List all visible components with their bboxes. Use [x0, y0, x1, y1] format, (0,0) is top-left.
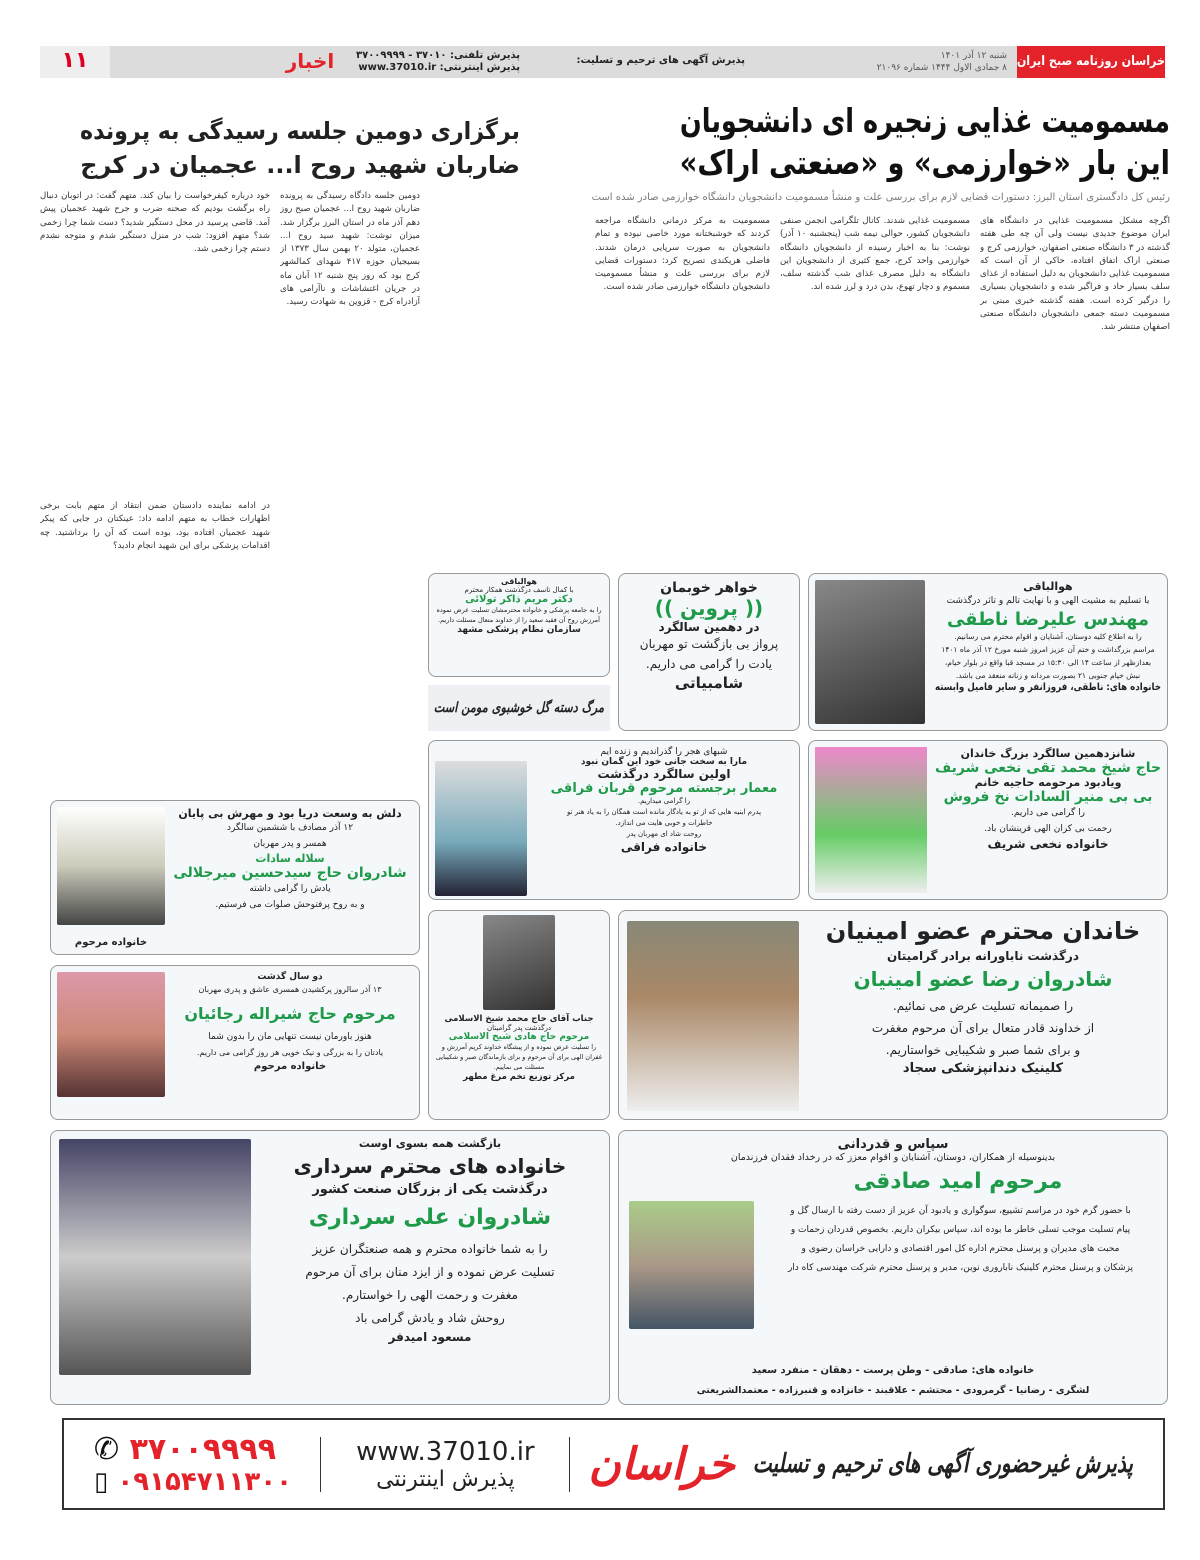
- deceased-name: مرحوم حاج شیراله رجائیان: [184, 1004, 396, 1023]
- ad-heading: دلش به وسعت دریا بود و مهرش بی پایان: [178, 807, 402, 820]
- deceased-name: مهندس علیرضا ناطقی: [946, 609, 1150, 630]
- main-headline: [680, 100, 1170, 184]
- banner-web: [320, 1437, 570, 1492]
- ad-text: مارا به سخت جانی خود این گمان نبود: [580, 757, 748, 767]
- ad-text: یادتان را به بزرگی و نیک خویی هر روز گرامی می داریم.: [196, 1048, 384, 1057]
- web-label: پذیرش اینترنتی: [376, 1466, 515, 1492]
- contact-info: [340, 50, 520, 74]
- memorial-parvin: [618, 573, 800, 731]
- date-line: ۸ جمادی الاول ۱۴۴۴ شماره ۲۱۰۹۶: [876, 63, 1007, 73]
- section-title: اخبار: [285, 49, 335, 73]
- family-signature: خانواده های: صادقی - وطن پرست - دهقان - منفرد سعید: [751, 1365, 1035, 1376]
- ad-heading: شانزدهمین سالگرد بزرگ خاندان: [960, 747, 1136, 760]
- ad-text: از خداوند قادر متعال برای آن مرحوم مغفرت: [871, 1021, 1095, 1035]
- headline-line: مسمومیت غذایی زنجیره ای دانشجویان: [679, 101, 1170, 140]
- ad-text: را گرامی می داریم.: [1010, 808, 1086, 818]
- bottom-banner-ad: [62, 1418, 1165, 1510]
- condolence-sardari: [50, 1130, 610, 1405]
- family-signature: خانواده نخعی شریف: [987, 837, 1109, 851]
- ad-text: ۱۳ آذر سالروز پرکشیدن همسری عاشق و پدری مهربان: [198, 985, 382, 994]
- condolence-sheikholeslami: [428, 910, 610, 1120]
- ad-heading: خانواده های محترم سرداری: [293, 1154, 567, 1178]
- banner-text: پذیرش غیرحضوری آگهی های ترحیم و تسلیت: [752, 1449, 1133, 1479]
- family-signature: خانواده مرحوم: [74, 937, 148, 948]
- ad-text: را گرامی میداریم.: [637, 797, 691, 805]
- banner-phones: [94, 1432, 304, 1497]
- article-column: مسمومیت غذایی شدند. کانال تلگرامی انجمن صنفی دانشجویان کشور، حوالی نیمه شب (پنجشنبه ۱۰ آذر) نوشت: بنا به اخبار رسیده از دانشجویان دانشگاه خوارزمی واحد کرج، جمع کثیری از دانشجویان این دانشگاه به دلیل مصرف غذای شب گذشته سلف، مسموم و دچار تهوع، بدن درد و لرز شده اند.: [780, 216, 970, 293]
- ad-text: هنوز باورمان نیست تنهایی مان را بدون شما: [208, 1032, 372, 1042]
- memorial-faraghi: [428, 740, 800, 900]
- headline-line: این بار «خوارزمی» و «صنعتی اراک»: [679, 143, 1170, 182]
- phone: پذیرش تلفنی: ۳۷۰۱۰ - ۳۷۰۰۹۹۹۹: [356, 50, 520, 61]
- article-column: اگرچه مشکل مسمومیت غذایی در دانشگاه های ایران موضوع جدیدی نیست ولی آن چه طی هفته گذشته در ۳ دانشگاه صنعتی اصفهان، خوارزمی کرج و صنعتی اراک اتفاق افتاده، حاکی از آن است که مسمومیت غذایی دانشجویان به دلیل استفاده از غذای سلف بسیار حاد و فراگیر شده و دانشجویان بسیاری را درگیر کرده است. هفته گذشته خبری مبنی بر مسمومیت دسته جمعی دانشجویان دانشگاه صنعتی اصفهان منتشر شد.: [980, 216, 1170, 333]
- deceased-name: حاج شیخ محمد تقی نخعی شریف: [935, 760, 1161, 776]
- issue-date: [807, 50, 1007, 74]
- ad-text: شبهای هجر را گذراندیم و زنده ایم: [600, 747, 728, 757]
- ad-text: ویادبود مرحومه حاجیه خانم: [974, 776, 1122, 789]
- phone-value: ۳۷۰۰۹۹۹۹: [129, 1431, 277, 1467]
- ad-text: درگذشت ناباورانه برادر گرامیتان: [887, 949, 1079, 963]
- ad-text: محبت های مدیران و پرسنل محترم اداره کل امور اقتصادی و دارایی خراسان رضوی و: [801, 1244, 1120, 1254]
- portrait-photo: [815, 580, 925, 724]
- calligraphy-box: [428, 685, 610, 731]
- ad-text: را تسلیت عرض نموده و از پیشگاه خداوند کریم آمرزش و غفران الهی برای آن مرحوم و برای بازماندگان صبر و شکیبایی مسئلت می نماییم.: [435, 1043, 603, 1071]
- main-lead: رئیس کل دادگستری استان البرز: دستورات قضایی لازم برای بررسی علت و منشأ مسمومیت دانشجویان دانشگاه خوارزمی صادر شده است: [591, 192, 1170, 203]
- ad-text: بدینوسیله از همکاران، دوستان، آشنایان و اقوام معزز که در رخداد فقدان فرزندمان: [730, 1152, 1056, 1163]
- portrait-photo: [59, 1139, 251, 1375]
- family-signature: خانواده های: ناطقی، فروزانفر و سایر فامیل وابسته: [934, 682, 1161, 693]
- ad-text: سلاله سادات: [255, 852, 325, 865]
- ad-heading: جناب آقای حاج محمد شیخ الاسلامی: [444, 1014, 594, 1024]
- ad-text: را صمیمانه تسلیت عرض می نمائیم.: [892, 999, 1074, 1013]
- family-signature: لشگری - رضانیا - گرمرودی - محتشم - علاقبند - خانزاده و قنبرزاده - معتمدالشریعتی: [696, 1385, 1090, 1396]
- ad-text: درگذشت یکی از بزرگان صنعت کشور: [312, 1182, 548, 1197]
- ad-text: یادت را گرامی می داریم.: [645, 657, 773, 671]
- deceased-name: معمار برجسته مرحوم قربان فراقی: [550, 781, 778, 796]
- ad-text: یادش را گرامی داشته: [249, 884, 331, 894]
- headline-line: برگزاری دومین جلسه رسیدگی به پرونده: [80, 117, 520, 145]
- ad-text: درگذشت پدر گرامیتان: [486, 1024, 552, 1032]
- ad-heading: سپاس و قدردانی: [837, 1137, 949, 1152]
- family-signature: سازمان نظام پزشکی مشهد: [457, 625, 581, 635]
- deceased-name: (( پروین )): [654, 596, 764, 620]
- ad-text: روحت شاد ای مهربان پدر: [626, 830, 702, 838]
- family-signature: مسعود امیدفر: [388, 1330, 472, 1344]
- ad-text: و به روح پرفتوحش صلوات می فرستیم.: [215, 900, 365, 910]
- ad-text: پیام تسلیت موجب تسلی خاطر ما بوده اند، سپاس بیکران داریم. بخصوص قدردان زحمات و: [790, 1225, 1131, 1235]
- phone-number: [94, 1432, 304, 1467]
- family-signature: کلینیک دندانپزشکی سجاد: [902, 1061, 1064, 1076]
- ad-text: با تسلیم به مشیت الهی و با نهایت تالم و تاثر درگذشت: [946, 596, 1150, 606]
- ad-heading: هوالباقی: [501, 577, 537, 586]
- ad-text: و برای شما صبر و شکیبایی خواستاریم.: [885, 1043, 1081, 1057]
- condolence-amini: [618, 910, 1168, 1120]
- banner-brand-logo: خراسان: [588, 1438, 735, 1490]
- ad-text: پدرم ابنیه هایی که از تو به یادگار مانده است همگان را به یاد هنر تو: [566, 808, 762, 816]
- ad-text: ۱۲ آذر مصادف با ششمین سالگرد: [226, 823, 354, 833]
- website-link[interactable]: www.37010.ir: [356, 1436, 535, 1467]
- ad-heading: دو سال گذشت: [257, 972, 323, 982]
- ad-text: پرواز بی بازگشت تو مهربان: [639, 637, 779, 651]
- family-signature: مرکز توزیع تخم مرغ مطهر: [463, 1072, 575, 1082]
- family-signature: شامبیاتی: [674, 674, 744, 692]
- deceased-name: شادروان حاج سیدحسین میرجلالی: [173, 865, 407, 881]
- ad-heading: خاندان محترم عضو امینیان: [825, 917, 1141, 945]
- portrait-photo: [815, 747, 927, 893]
- memorial-mirjalili: [50, 800, 420, 955]
- ad-text: را به اطلاع کلیه دوستان، آشنایان و اقوام محترم می رسانیم.: [954, 632, 1142, 641]
- ad-text: در دهمین سالگرد: [658, 620, 760, 634]
- page-header: [40, 46, 1165, 78]
- headline-line: ضاربان شهید روح ا... عجمیان در کرج: [80, 151, 520, 179]
- portrait-photo: [57, 807, 165, 925]
- ad-heading: خواهر خوبمان: [660, 580, 758, 596]
- ad-text: تسلیت عرض نموده و از ایزد منان برای آن مرحوم: [305, 1265, 555, 1279]
- ad-heading: اولین سالگرد درگذشت: [597, 767, 731, 781]
- memorial-nakhaei: [808, 740, 1168, 900]
- portrait-photo: [435, 761, 527, 896]
- ad-text: مراسم بزرگداشت و ختم آن عزیز امروز شنبه مورخ ۱۲ آذر ماه ۱۴۰۱: [941, 645, 1155, 654]
- portrait-photo: [627, 921, 799, 1111]
- phone-icon: ✆: [94, 1431, 130, 1467]
- page-number: ۱۱: [40, 46, 110, 78]
- memorial-rajaei: [50, 965, 420, 1120]
- ad-text: پزشکان و پرسنل محترم کلینیک ناباروری نوین، مدیر و پرسنل محترم شرکت مهندسی کاه دار: [787, 1263, 1134, 1273]
- ad-heading: بازگشت همه بسوی اوست: [358, 1137, 502, 1150]
- deceased-name: شادروان علی سرداری: [308, 1205, 552, 1230]
- date-line: شنبه ۱۲ آذر ۱۴۰۱: [940, 51, 1007, 61]
- deceased-name: دکتر مریم ذاکر تولائی: [465, 594, 573, 605]
- ad-text: روحش شاد و یادش گرامی باد: [355, 1311, 505, 1325]
- ad-text: بعدازظهر از ساعت ۱۴ الی ۱۵:۳۰ در مسجد قبا واقع در بلوار خیام،: [944, 658, 1152, 667]
- deceased-name: شادروان رضا عضو امینیان: [853, 967, 1113, 991]
- ad-text: مغفرت و رحمت الهی را خواستارم.: [342, 1288, 518, 1302]
- family-signature: خانواده مرحوم: [253, 1061, 327, 1072]
- ad-heading: هوالباقی: [1023, 580, 1073, 593]
- newspaper-logo: خراسان روزنامه صبح ایران: [1017, 46, 1165, 78]
- thanks-sadeghi: [618, 1130, 1168, 1405]
- ad-notice: پذیرش آگهی های ترحیم و تسلیت:: [576, 55, 745, 66]
- ad-text: نبش خیام جنوبی ۲۱ بصورت مردانه و زنانه منعقد می باشد.: [955, 671, 1141, 680]
- article-column: خود درباره کیفرخواست را بیان کند. متهم گفت: در اتوبان دنبال راه برگشت بودیم که صحنه ضرب و جرح شهید عجمیان پیش آمد. قاضی پرسید در محل دستگیر شدید؟ دست شما چرا زخمی شد؟ متهم افزود: شب در منزل دستگیر شدم و متوجه نشدم دستم چرا زخمی شد.: [40, 191, 270, 255]
- ad-text: رحمت بی کران الهی قرینشان باد.: [984, 824, 1112, 834]
- condolence-medical-council: [428, 573, 610, 677]
- obituary-nateghi: [808, 573, 1168, 731]
- ad-text: را به شما خانواده محترم و همه صنعتگران عزیز: [312, 1242, 548, 1256]
- ad-text: همسر و پدر مهربان: [253, 839, 327, 849]
- mobile-number: [94, 1467, 304, 1497]
- article-column: دومین جلسه دادگاه رسیدگی به پرونده ضاربان شهید روح ا... عجمیان صبح روز دهم آذر ماه در استان البرز برگزار شد. میزان نوشت: شهید سید روح ا... عجمیان، متولد ۲۰ بهمن سال ۱۳۷۳ از بسیجیان حوزه ۴۱۷ شهدای کمالشهر کرج بود که روز پنج شنبه ۱۲ آبان ماه در جریان اغتشاشات و ناآرامی های آزادراه کرج - قزوین به شهادت رسید.: [280, 191, 420, 308]
- ad-text: خاطرات و خوبی هایت می اندازد.: [615, 819, 713, 827]
- portrait-photo: [629, 1201, 754, 1329]
- article-column: مسمومیت به مرکز درمانی دانشگاه مراجعه کردند که خوشبختانه مورد خاصی نبوده و تمام دانشجویان به صورت سرپایی درمان شدند. فاضلی هریکندی تصریح کرد: دستورات قضایی لازم برای بررسی علت و منشأ مسمومیت دانشجویان دانشگاه خوارزمی صادر شده است.: [595, 216, 770, 293]
- web-link[interactable]: پذیرش اینترنتی: www.37010.ir: [358, 62, 520, 73]
- ad-text: با حضور گرم خود در مراسم تشییع، سوگواری و یادبود آن عزیز از دست رفته با ارسال گل و: [790, 1206, 1131, 1216]
- deceased-name: بی بی منیر السادات نخ فروش: [943, 789, 1153, 805]
- portrait-photo: [57, 972, 165, 1097]
- family-signature: خانواده فراقی: [620, 840, 708, 854]
- side-headline: [80, 114, 520, 182]
- article-column: در ادامه نماینده دادستان ضمن انتقاد از متهم بابت برخی اظهارات خطاب به متهم ادامه داد: عینکتان در جایی که پیکر شهید عجمیان افتاده بود، بوده است که آن را برداشتید. چه اقدامات پزشکی برای این شهید انجام دادید؟: [40, 501, 270, 551]
- mobile-icon: ▯: [94, 1466, 118, 1497]
- ad-text: را به جامعه پزشکی و خانواده محترمشان تسلیت عرض نموده آمرزش روح آن فقید سعید را از خداوند متعال مسئلت داریم.: [436, 606, 602, 624]
- deceased-name: مرحوم حاج هادی شیخ الاسلامی: [448, 1032, 590, 1042]
- mobile-value: ۰۹۱۵۴۷۱۱۳۰۰: [117, 1466, 292, 1497]
- portrait-photo: [483, 915, 555, 1010]
- ad-text: با کمال تاسف درگذشت همکار محترم: [464, 586, 574, 594]
- deceased-name: مرحوم امید صادقی: [853, 1169, 1063, 1194]
- calligraphy-quote: مرگ دسته گل خوشبوی مومن است: [433, 700, 604, 716]
